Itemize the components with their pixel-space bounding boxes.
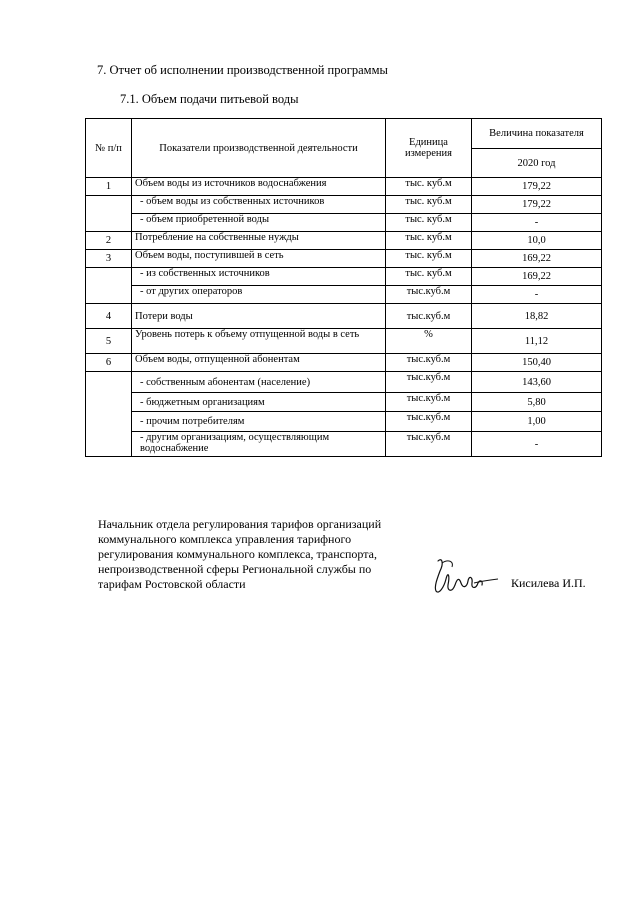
row-unit: тыс. куб.м [386, 178, 472, 196]
table-row [86, 250, 602, 268]
row-unit: тыс.куб.м [386, 354, 472, 372]
table-row [86, 286, 602, 304]
row-value: 11,12 [472, 329, 602, 354]
row-value: 179,22 [472, 196, 602, 214]
section-heading: 7. Отчет об исполнении производственной программы [97, 63, 388, 77]
row-num [86, 196, 132, 232]
row-unit: тыс. куб.м [386, 196, 472, 214]
signature-line: тарифам Ростовской области [98, 577, 246, 591]
row-name: - объем приобретенной воды [132, 214, 386, 232]
row-name: - от других операторов [132, 286, 386, 304]
table-row [86, 393, 602, 412]
water-supply-table [85, 118, 602, 457]
row-name: Объем воды из источников водоснабжения [132, 178, 386, 196]
row-value: 169,22 [472, 250, 602, 268]
row-unit: тыс.куб.м [386, 412, 472, 432]
row-name: Уровень потерь к объему отпущенной воды в сеть [132, 329, 386, 354]
row-value: - [472, 214, 602, 232]
row-name: Объем воды, отпущенной абонентам [132, 354, 386, 372]
row-num [86, 268, 132, 304]
header-indicator: Показатели производственной деятельности [132, 119, 386, 178]
subsection-heading: 7.1. Объем подачи питьевой воды [120, 92, 299, 106]
row-unit: тыс. куб.м [386, 268, 472, 286]
row-unit: тыс.куб.м [386, 304, 472, 329]
table-row [86, 354, 602, 372]
row-num: 6 [86, 354, 132, 372]
table-row [86, 412, 602, 432]
row-value: 10,0 [472, 232, 602, 250]
signature-line: Начальник отдела регулирования тарифов организаций [98, 517, 382, 531]
table-row [86, 304, 602, 329]
row-unit: тыс.куб.м [386, 432, 472, 457]
table-row [86, 196, 602, 214]
row-name: - прочим потребителям [132, 412, 386, 432]
row-value: 1,00 [472, 412, 602, 432]
row-name: - собственным абонентам (население) [132, 372, 386, 393]
row-unit: тыс. куб.м [386, 250, 472, 268]
header-unit: Единица измерения [386, 119, 472, 178]
row-unit: % [386, 329, 472, 354]
signature-line: регулирования коммунального комплекса, транспорта, [98, 547, 377, 561]
row-value: 169,22 [472, 268, 602, 286]
row-value: 143,60 [472, 372, 602, 393]
row-unit: тыс.куб.м [386, 286, 472, 304]
signature-title [98, 517, 418, 592]
row-value: 18,82 [472, 304, 602, 329]
table-row [86, 432, 602, 457]
row-name: - из собственных источников [132, 268, 386, 286]
row-name: - бюджетным организациям [132, 393, 386, 412]
table-row [86, 329, 602, 354]
row-name: - объем воды из собственных источников [132, 196, 386, 214]
row-name: Потребление на собственные нужды [132, 232, 386, 250]
row-name: Объем воды, поступившей в сеть [132, 250, 386, 268]
table-row [86, 214, 602, 232]
row-value: - [472, 432, 602, 457]
header-year: 2020 год [472, 149, 602, 178]
handwritten-signature-icon [428, 553, 500, 599]
signatory-name: Кисилева И.П. [511, 576, 586, 590]
table-row [86, 268, 602, 286]
row-num: 5 [86, 329, 132, 354]
row-name: Потери воды [132, 304, 386, 329]
row-value: - [472, 286, 602, 304]
row-num [86, 372, 132, 457]
row-value: 5,80 [472, 393, 602, 412]
row-unit: тыс.куб.м [386, 393, 472, 412]
row-unit: тыс.куб.м [386, 372, 472, 393]
row-unit: тыс. куб.м [386, 214, 472, 232]
header-value: Величина показателя [472, 119, 602, 149]
row-num: 1 [86, 178, 132, 196]
row-num: 4 [86, 304, 132, 329]
row-value: 179,22 [472, 178, 602, 196]
table-row [86, 372, 602, 393]
row-num: 2 [86, 232, 132, 250]
row-name: - другим организациям, осуществляющим водоснабжение [132, 432, 386, 457]
signature-line: непроизводственной сферы Региональной службы по [98, 562, 372, 576]
header-num: № п/п [86, 119, 132, 178]
table-row [86, 232, 602, 250]
row-unit: тыс. куб.м [386, 232, 472, 250]
row-value: 150,40 [472, 354, 602, 372]
table-row [86, 178, 602, 196]
signature-line: коммунального комплекса управления тарифного [98, 532, 352, 546]
row-num: 3 [86, 250, 132, 268]
